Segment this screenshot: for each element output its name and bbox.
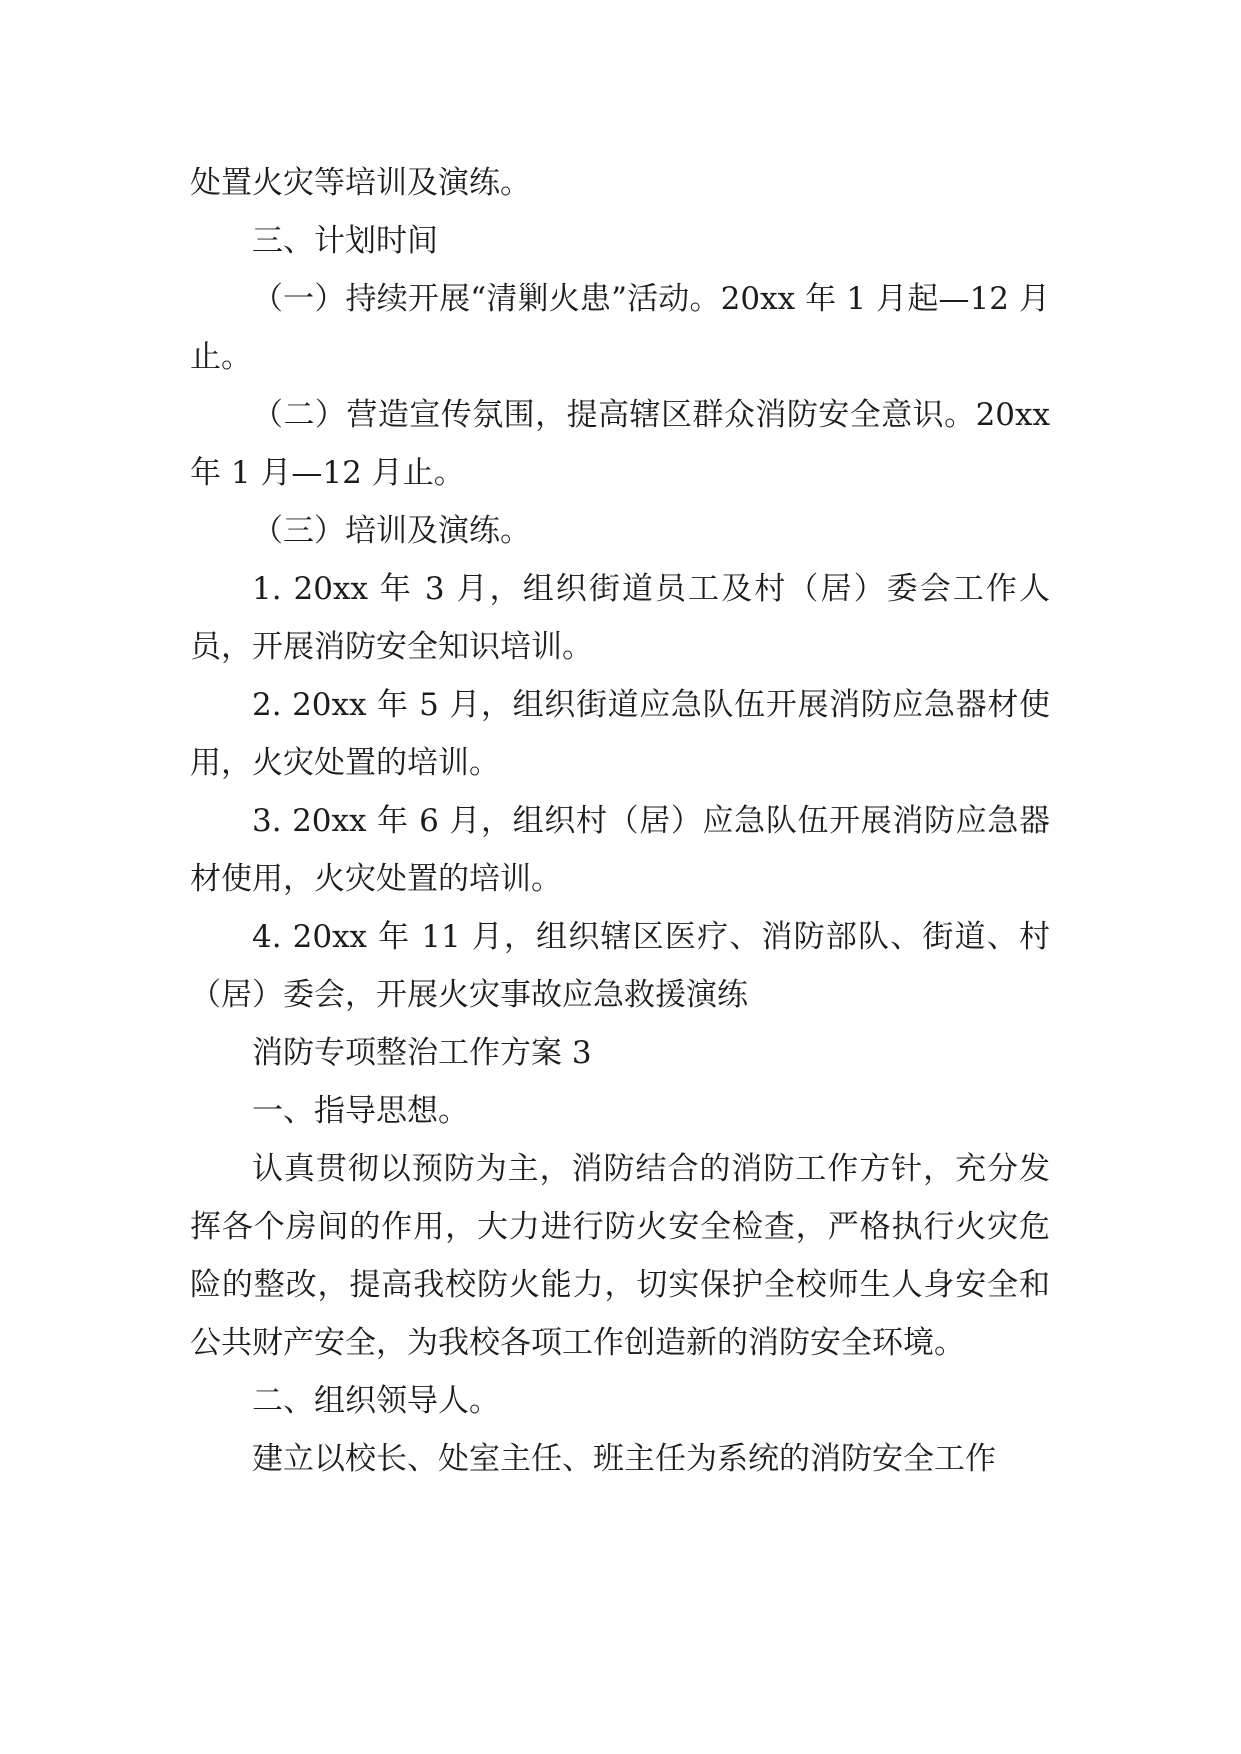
document-title-plan-3: 消防专项整治工作方案 3 [252, 1035, 592, 1071]
section-heading-guiding-ideology: 一、指导思想。 [252, 1093, 469, 1129]
paragraph-guiding-ideology: 认真贯彻以预防为主，消防结合的消防工作方针，充分发挥各个房间的作用，大力进行防火安全检查，严格执行火灾危险的整改，提高我校防火能力，切实保护全校师生人身安全和公共财产安全，为我校各项工作创造新的消防安全环境。 [190, 1151, 1050, 1361]
paragraph-item-1: （一）持续开展“清剿火患”活动。20xx 年 1 月起—12 月止。 [190, 281, 1050, 375]
paragraph-training-1: 1. 20xx 年 3 月，组织街道员工及村（居）委会工作人员，开展消防安全知识培训。 [190, 571, 1050, 665]
paragraph-training-4: 4. 20xx 年 11 月，组织辖区医疗、消防部队、街道、村（居）委会，开展火灾事故应急救援演练 [190, 919, 1050, 1013]
paragraph-training-3: 3. 20xx 年 6 月，组织村（居）应急队伍开展消防应急器材使用，火灾处置的培训。 [190, 803, 1050, 897]
paragraph-continuation: 处置火灾等培训及演练。 [190, 165, 531, 201]
document-body [190, 154, 1050, 1488]
paragraph-item-3: （三）培训及演练。 [252, 513, 531, 549]
section-heading-schedule: 三、计划时间 [252, 223, 438, 259]
paragraph-organization: 建立以校长、处室主任、班主任为系统的消防安全工作 [252, 1441, 996, 1477]
paragraph-item-2: （二）营造宣传氛围，提高辖区群众消防安全意识。20xx 年 1 月—12 月止。 [190, 397, 1050, 491]
paragraph-training-2: 2. 20xx 年 5 月，组织街道应急队伍开展消防应急器材使用，火灾处置的培训。 [190, 687, 1050, 781]
section-heading-organization: 二、组织领导人。 [252, 1383, 500, 1419]
